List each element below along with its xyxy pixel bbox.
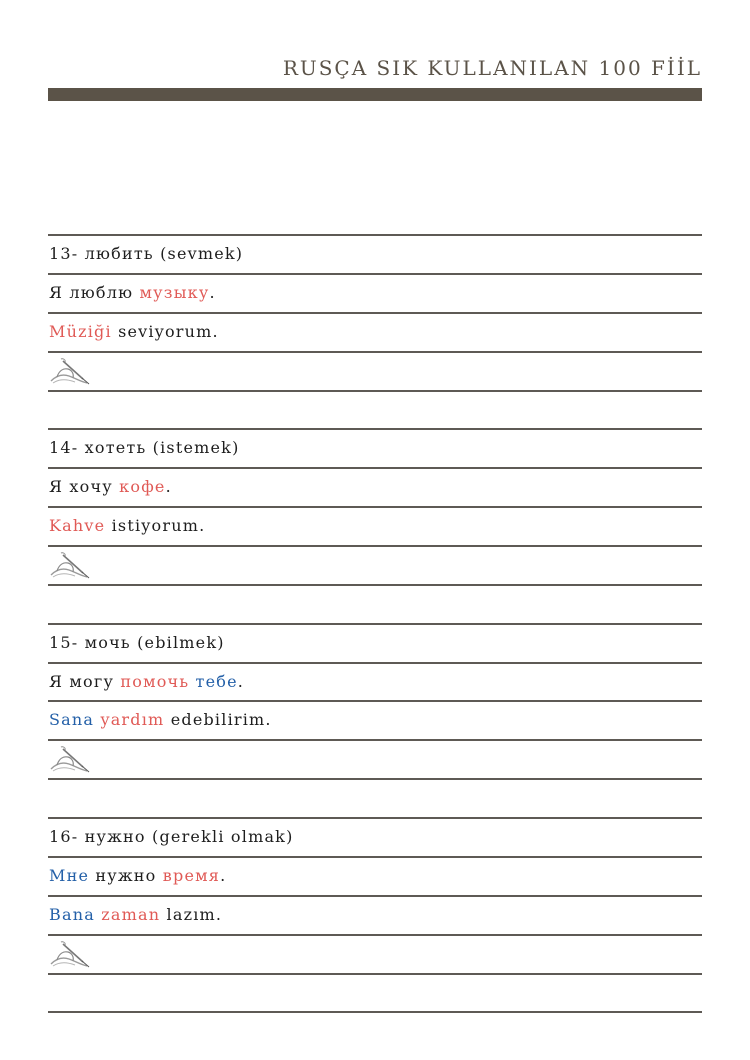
ru-segment: . — [220, 866, 227, 885]
row-rule — [48, 351, 702, 353]
ru-segment: Я могу — [49, 672, 121, 691]
entry-top-rule — [48, 428, 702, 430]
ru-segment: музыку — [139, 283, 210, 302]
tr-segment: edebilirim. — [164, 710, 272, 729]
entry-top-rule — [48, 234, 702, 236]
writing-line — [48, 778, 702, 780]
tr-segment: istiyorum. — [105, 516, 206, 535]
tr-segment: Müziği — [49, 322, 112, 341]
writing-line — [48, 584, 702, 586]
row-rule — [48, 662, 702, 664]
ru-segment: . — [209, 283, 216, 302]
ru-segment: кофе — [119, 477, 166, 496]
row-rule — [48, 506, 702, 508]
tr-segment: seviyorum. — [111, 322, 219, 341]
turkish-sentence — [49, 516, 205, 536]
entry-top-rule — [48, 623, 702, 625]
row-rule — [48, 312, 702, 314]
writing-line — [48, 390, 702, 392]
russian-sentence — [49, 866, 226, 886]
verb-heading: 16- нужно (gerekli olmak) — [49, 827, 294, 846]
pen-hand-icon — [49, 355, 93, 387]
turkish-sentence — [49, 710, 272, 730]
russian-sentence — [49, 477, 172, 497]
pen-hand-icon — [49, 743, 93, 775]
ru-segment: время — [162, 866, 221, 885]
pen-hand-icon — [49, 549, 93, 581]
ru-segment: . — [165, 477, 172, 496]
row-rule — [48, 739, 702, 741]
page-title: RUSÇA SIK KULLANILAN 100 FİİL — [282, 56, 702, 80]
row-rule — [48, 467, 702, 469]
tr-segment: Kahve — [49, 516, 106, 535]
row-rule — [48, 895, 702, 897]
ru-segment: . — [237, 672, 245, 691]
row-rule — [48, 700, 702, 702]
bottom-rule — [48, 1011, 702, 1013]
turkish-sentence — [49, 322, 219, 342]
title-bar — [48, 88, 702, 101]
ru-segment: Я хочу — [49, 477, 120, 496]
tr-segment: lazım. — [160, 905, 223, 924]
tr-segment: yardım — [100, 710, 165, 729]
tr-segment: Bana — [49, 905, 95, 924]
ru-segment: тебе — [195, 672, 238, 691]
verb-heading: 13- любить (sevmek) — [49, 244, 244, 263]
ru-segment: помочь — [120, 672, 190, 691]
row-rule — [48, 545, 702, 547]
ru-segment: Я люблю — [49, 283, 140, 302]
row-rule — [48, 856, 702, 858]
entry-top-rule — [48, 817, 702, 819]
row-rule — [48, 273, 702, 275]
row-rule — [48, 934, 702, 936]
tr-segment: zaman — [101, 905, 161, 924]
verb-heading: 14- хотеть (istemek) — [49, 438, 240, 457]
verb-heading: 15- мочь (ebilmek) — [49, 633, 225, 652]
russian-sentence — [49, 283, 216, 303]
pen-hand-icon — [49, 938, 93, 970]
ru-segment: нужно — [89, 866, 163, 885]
russian-sentence — [49, 672, 244, 692]
writing-line — [48, 973, 702, 975]
ru-segment: Мне — [49, 866, 90, 885]
turkish-sentence — [49, 905, 222, 925]
tr-segment: Sana — [49, 710, 95, 729]
